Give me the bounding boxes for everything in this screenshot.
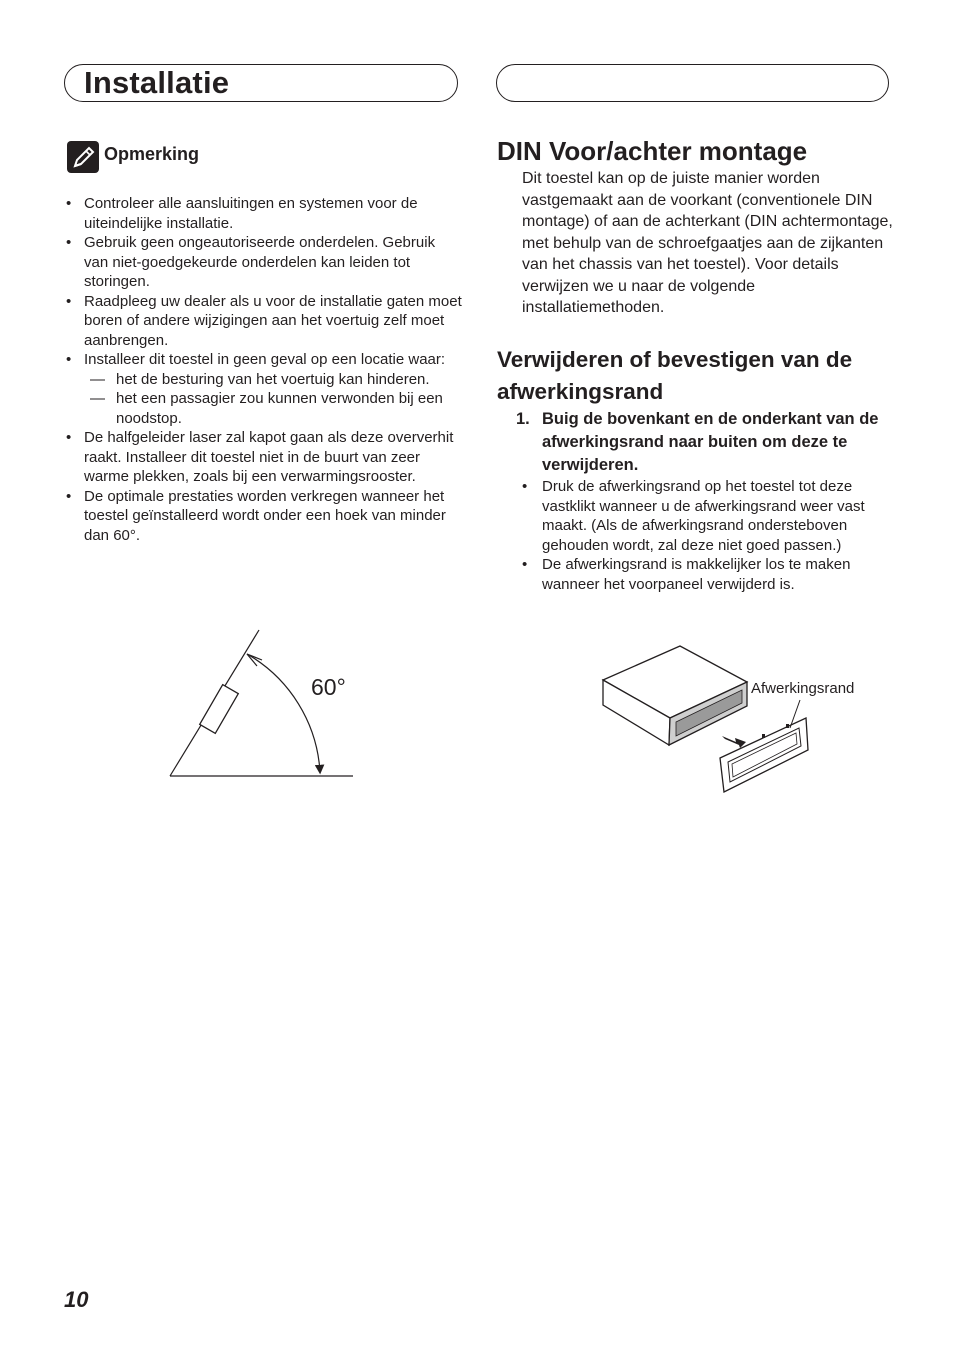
note-sub-list [84,370,462,429]
note-sub-item: — het de besturing van het voertuig kan hinderen. [90,370,430,388]
trim-bullet: • De afwerkingsrand is makkelijker los te maken wanneer het voorpaneel verwijderd is. [522,556,851,593]
trim-step-1 [516,408,896,477]
mounting-angle-diagram [160,620,360,785]
din-intro: Dit toestel kan op de juiste manier worden vastgemaakt aan de voorkant (conventionele DIN montage) of aan de achterkant (DIN achtermontage, met behulp van de schroefgaatjes aan de zijkanten van het chassis van het toestel). Voor details verwijzen we u naar de volgende installatiemethoden. [522,170,893,316]
note-sub-item: — het een passagier zou kunnen verwonden bij een noodstop. [90,390,443,427]
section-title: Installatie [84,65,230,100]
note-bullet-list [66,194,462,545]
angle-label: 60° [311,674,346,700]
note-bullet: • Gebruik geen ongeautoriseerde onderdelen. Gebruik van niet-goedgekeurde onderdelen kan leiden tot storingen. [66,234,436,290]
trim-heading: Verwijderen of bevestigen van de afwerkingsrand [497,347,853,404]
trim-figure-label: Afwerkingsrand [751,680,855,697]
note-bullet: • Installeer dit toestel in geen geval op een locatie waar: — het de besturing van het voertuig kan hinderen. — het een passagier zou kunnen verwonden bij een noodstop. [66,350,462,428]
step-text: Buig de bovenkant en de onderkant van de afwerkingsrand naar buiten om deze te verwijderen. [542,410,879,474]
page-number: 10 [64,1287,89,1312]
note-bullet: • Raadpleeg uw dealer als u voor de installatie gaten moet boren of andere wijzigingen aan het voertuig zelf moet aanbrengen. [66,292,462,349]
note-bullet: • Controleer alle aansluitingen en systemen voor de uiteindelijke installatie. [66,195,418,232]
step-number: 1. [516,410,530,428]
note-bullet: • De halfgeleider laser zal kapot gaan als deze oververhit raakt. Installeer dit toestel niet in de buurt van zeer warme plekken, zoals bij een verwarmingsrooster. [66,429,454,485]
din-heading: DIN Voor/achter montage [497,136,808,166]
empty-header-box [496,64,889,102]
pencil-note-icon [66,140,100,174]
note-label: Opmerking [104,144,200,164]
trim-bullet: • Druk de afwerkingsrand op het toestel tot deze vastklikt wanneer u de afwerkingsrand weer vast maakt. (Als de afwerkingsrand ondersteboven gehouden wordt, zal deze niet goed passen.) [522,478,865,554]
trim-ring-diagram [598,640,818,798]
trim-bullet-list [522,477,894,594]
note-bullet: • De optimale prestaties worden verkregen wanneer het toestel geïnstalleerd wordt onder een hoek van minder dan 60°. [66,487,446,544]
